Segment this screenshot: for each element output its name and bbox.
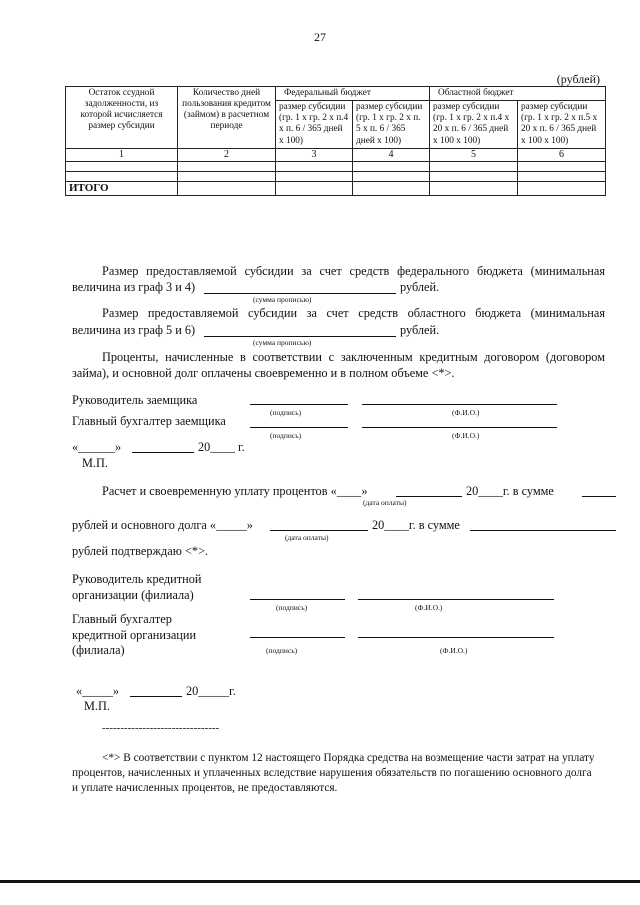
federal-sum-words-hint: (сумма прописью) — [253, 295, 312, 304]
page-number: 27 — [314, 30, 326, 44]
borrower-head-name-field[interactable] — [362, 404, 557, 405]
interest-sum-field[interactable] — [582, 496, 616, 497]
signature-hint: (подпись) — [276, 603, 308, 612]
calc-year-text: 20____г. в сумме — [466, 484, 554, 498]
footnote-separator: -------------------------------- — [102, 722, 220, 734]
bank-date-day: «_____» — [76, 684, 120, 698]
borrower-date-month-field[interactable] — [132, 452, 194, 453]
header-col-3: размер субсидии (гр. 1 x гр. 2 x п.4 x п. 6 / 365 дней x 100) — [276, 101, 353, 149]
payment-date-hint: (дата оплаты) — [285, 533, 329, 542]
header-col-4: размер субсидии (гр. 1 x гр. 2 x п. 5 x п. 6 / 365 дней x 100) — [353, 101, 430, 149]
bank-date-year: 20_____г. — [186, 684, 236, 698]
borrower-head-label: Руководитель заемщика — [72, 393, 198, 407]
bank-head-signature-field[interactable] — [250, 599, 345, 600]
regional-rubles: рублей. — [400, 323, 440, 337]
bank-stamp-label: М.П. — [84, 699, 110, 713]
principal-pay-month-field[interactable] — [270, 530, 368, 531]
principal-sum-field[interactable] — [470, 530, 616, 531]
bank-accountant-label-1: Главный бухгалтер — [72, 612, 172, 626]
footnote-line-2: процентов, начисленных и уплаченных вследствие нарушения обязательств по погашению основного долга — [72, 767, 592, 779]
interest-pay-month-field[interactable] — [396, 496, 462, 497]
principal-debt-text: рублей и основного долга «_____» — [72, 518, 253, 532]
signature-hint: (подпись) — [270, 408, 302, 417]
column-number: 1 — [66, 148, 178, 161]
interest-paid-text: Проценты, начисленные в соответствии с заключенным кредитным договором (договором — [102, 350, 605, 364]
signature-hint: (подпись) — [270, 431, 302, 440]
principal-year-text: 20____г. в сумме — [372, 518, 460, 532]
column-number: 6 — [518, 148, 606, 161]
borrower-accountant-name-field[interactable] — [362, 427, 557, 428]
column-number: 2 — [178, 148, 276, 161]
federal-subsidy-text: Размер предоставляемой субсидии за счет средств федерального бюджета (минимальная — [102, 264, 605, 278]
bank-date-month-field[interactable] — [130, 696, 182, 697]
total-row — [66, 181, 606, 195]
bank-accountant-signature-field[interactable] — [250, 637, 345, 638]
bank-accountant-name-field[interactable] — [358, 637, 554, 638]
empty-row — [66, 161, 606, 171]
subsidy-table — [65, 86, 606, 196]
signature-hint: (подпись) — [266, 646, 298, 655]
column-number: 4 — [353, 148, 430, 161]
footnote-line-3: и уплате начисленных процентов, не предоставляются. — [72, 782, 338, 794]
borrower-accountant-label: Главный бухгалтер заемщика — [72, 414, 226, 428]
borrower-date-day: «______» — [72, 440, 122, 454]
interest-paid-text-2: займа), и основной долг оплачены своевременно и в полном объеме <*>. — [72, 366, 455, 380]
column-number: 3 — [276, 148, 353, 161]
regional-sum-field[interactable] — [204, 336, 396, 337]
calc-confirm-text: Расчет и своевременную уплату процентов «____» — [102, 484, 368, 498]
header-regional-budget: Областной бюджет — [430, 87, 606, 101]
bank-head-name-field[interactable] — [358, 599, 554, 600]
bank-accountant-label-3: (филиала) — [72, 643, 125, 657]
column-number: 5 — [430, 148, 518, 161]
borrower-date-year: 20____ г. — [198, 440, 245, 454]
total-label: ИТОГО — [66, 181, 178, 195]
name-hint: (Ф.И.О.) — [440, 646, 468, 655]
empty-row — [66, 171, 606, 181]
bottom-rule — [0, 880, 640, 883]
column-numbers-row — [66, 148, 606, 161]
regional-sum-words-hint: (сумма прописью) — [253, 338, 312, 347]
header-days-count: Количество дней пользования кредитом (займом) в расчетном периоде — [178, 87, 276, 149]
name-hint: (Ф.И.О.) — [415, 603, 443, 612]
header-loan-balance: Остаток ссудной задолженности, из которой исчисляется размер субсидии — [66, 87, 178, 149]
header-col-6: размер субсидии (гр. 1 x гр. 2 x п.5 x 20 x п. 6 / 365 дней x 100 x 100) — [518, 101, 606, 149]
regional-subsidy-text: Размер предоставляемой субсидии за счет средств областного бюджета (минимальная — [102, 306, 605, 320]
bank-accountant-label-2: кредитной организации — [72, 628, 197, 642]
payment-date-hint: (дата оплаты) — [363, 498, 407, 507]
bank-head-label-1: Руководитель кредитной — [72, 572, 202, 586]
federal-subsidy-text-2: величина из граф 3 и 4) — [72, 280, 196, 294]
bank-head-label-2: организации (филиала) — [72, 588, 194, 602]
borrower-stamp-label: М.П. — [82, 456, 108, 470]
borrower-head-signature-field[interactable] — [250, 404, 348, 405]
currency-unit: (рублей) — [556, 72, 600, 86]
confirm-text: рублей подтверждаю <*>. — [72, 544, 209, 558]
borrower-accountant-signature-field[interactable] — [250, 427, 348, 428]
federal-rubles: рублей. — [400, 280, 440, 294]
header-federal-budget: Федеральный бюджет — [276, 87, 430, 101]
name-hint: (Ф.И.О.) — [452, 408, 480, 417]
regional-subsidy-text-2: величина из граф 5 и 6) — [72, 323, 196, 337]
footnote-line-1: <*> В соответствии с пунктом 12 настоящего Порядка средства на возмещение части затрат на уплату — [102, 752, 595, 764]
header-col-5: размер субсидии (гр. 1 x гр. 2 x п.4 x 20 x п. 6 / 365 дней x 100 x 100) — [430, 101, 518, 149]
name-hint: (Ф.И.О.) — [452, 431, 480, 440]
federal-sum-field[interactable] — [204, 293, 396, 294]
